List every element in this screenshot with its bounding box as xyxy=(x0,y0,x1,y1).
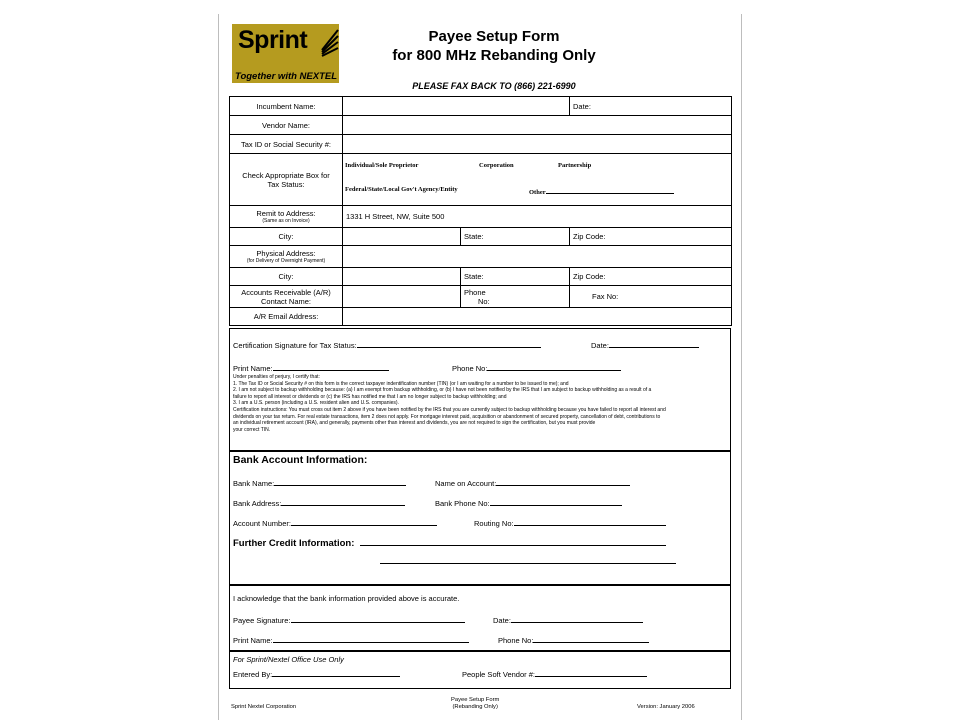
cert-line: 2. I am not subject to backup withholding because: (a) I am exempt from backup withholding, or (b) I have not been notified by the IRS that I am subject to backup withholding as a result of a xyxy=(233,387,652,394)
bank-phone-field[interactable] xyxy=(435,498,622,508)
sprint-nextel-logo xyxy=(232,24,339,82)
fax-no-label: Fax No: xyxy=(592,292,619,301)
form-page xyxy=(218,14,742,720)
ack-date-label: Date: xyxy=(493,616,511,625)
state-field-2[interactable] xyxy=(461,268,570,286)
cert-phone-field[interactable] xyxy=(452,363,621,373)
cert-line: failure to report all interest or dividends or (c) the IRS has notified me that I am no longer subject to backup withholding; and xyxy=(233,393,507,400)
row-ar-contact xyxy=(230,286,732,308)
row-physical xyxy=(230,246,732,268)
ack-print-name-field[interactable] xyxy=(233,635,469,645)
ar-label-l1: Accounts Receivable (A/R) xyxy=(241,287,331,297)
physical-address-label xyxy=(230,246,343,268)
further-credit-field[interactable] xyxy=(233,538,666,549)
state-field[interactable] xyxy=(461,228,570,246)
zip-field-2[interactable] xyxy=(570,268,732,286)
bank-account-section xyxy=(229,451,731,585)
zip-field[interactable] xyxy=(570,228,732,246)
zip-label: Zip Code: xyxy=(573,232,606,241)
row-ar-email xyxy=(230,308,732,326)
ack-phone-field[interactable] xyxy=(498,635,649,645)
name-on-account-field[interactable] xyxy=(435,478,630,488)
further-credit-line-2[interactable] xyxy=(380,563,676,564)
account-number-label: Account Number: xyxy=(233,519,291,528)
routing-number-label: Routing No: xyxy=(474,519,514,528)
fax-instruction: PLEASE FAX BACK TO (866) 221-6990 xyxy=(412,81,576,91)
row-city-2 xyxy=(230,268,732,286)
cert-date-field[interactable] xyxy=(591,340,699,350)
city-field[interactable] xyxy=(343,228,461,246)
sprint-fan-icon xyxy=(320,28,340,58)
ack-print-name-label: Print Name: xyxy=(233,636,273,645)
ar-email-field[interactable] xyxy=(343,308,732,326)
tax-id-label: Tax ID or Social Security #: xyxy=(230,135,343,154)
cert-line: 1. The Tax ID or Social Security # on this form is the correct taxpayer indentification number (TIN) (or I am waiting for a number to be issued to me); and xyxy=(233,380,569,387)
certification-section xyxy=(229,328,731,451)
cert-print-name-label: Print Name: xyxy=(233,364,273,373)
payee-signature-field[interactable] xyxy=(233,615,465,625)
date-label: Date: xyxy=(573,101,591,111)
phone-label-l1: Phone xyxy=(464,287,486,297)
tax-status-label-l1: Check Appropriate Box for xyxy=(242,170,330,180)
date-field[interactable] xyxy=(570,97,732,116)
row-tax-status xyxy=(230,154,732,206)
remit-address-field[interactable]: 1331 H Street, NW, Suite 500 xyxy=(343,206,732,228)
cert-line: Under penalties of perjury, I certify that: xyxy=(233,374,320,380)
phone-label-l2: No: xyxy=(478,296,490,306)
ack-date-field[interactable] xyxy=(493,615,643,625)
title-line-2: for 800 MHz Rebanding Only xyxy=(392,47,596,64)
acknowledgement-section xyxy=(229,585,731,651)
office-use-heading: For Sprint/Nextel Office Use Only xyxy=(233,655,344,664)
vendor-name-label: Vendor Name: xyxy=(230,116,343,135)
payee-signature-label: Payee Signature: xyxy=(233,616,291,625)
row-city-1 xyxy=(230,228,732,246)
bank-heading: Bank Account Information: xyxy=(233,454,368,466)
office-use-section xyxy=(229,651,731,689)
city-label: City: xyxy=(230,228,343,246)
zip-label-2: Zip Code: xyxy=(573,272,606,281)
payee-info-table xyxy=(229,96,732,326)
tax-status-label xyxy=(230,154,343,206)
ar-fax-field[interactable] xyxy=(570,286,732,308)
acknowledge-text: I acknowledge that the bank information provided above is accurate. xyxy=(233,594,460,603)
state-label: State: xyxy=(464,232,484,241)
footer-company: Sprint Nextel Corporation xyxy=(231,704,297,710)
checkbox-other[interactable]: Other xyxy=(529,186,674,196)
checkbox-corporation[interactable]: Corporation xyxy=(479,162,514,169)
ar-email-label: A/R Email Address: xyxy=(230,308,343,326)
footer-form-name xyxy=(451,697,499,711)
ar-label-l2: Contact Name: xyxy=(260,296,312,306)
account-number-field[interactable] xyxy=(233,518,437,528)
entered-by-field[interactable] xyxy=(233,669,400,679)
remit-label-text: Remit to Address: xyxy=(256,209,316,218)
bank-name-label: Bank Name: xyxy=(233,479,275,488)
cert-print-name-field[interactable] xyxy=(233,363,389,373)
checkbox-partnership[interactable]: Partnership xyxy=(558,162,592,169)
tax-id-field[interactable] xyxy=(343,135,732,154)
name-on-account-label: Name on Account: xyxy=(435,479,497,488)
ar-contact-label xyxy=(230,286,343,308)
checkbox-federal[interactable]: Federal/State/Local Gov't Agency/Entity xyxy=(345,186,458,193)
cert-phone-label: Phone No: xyxy=(452,364,488,373)
bank-name-field[interactable] xyxy=(233,478,406,488)
tax-status-label-l2: Tax Status: xyxy=(267,179,305,189)
checkbox-individual[interactable]: Individual/Sole Proprietor xyxy=(345,162,419,169)
ar-phone-field[interactable] xyxy=(461,286,570,308)
cert-line: your correct TIN. xyxy=(233,426,271,433)
ar-contact-field[interactable] xyxy=(343,286,461,308)
routing-number-field[interactable] xyxy=(474,518,666,528)
title-line-1: Payee Setup Form xyxy=(428,28,560,45)
footer-form-line-1: Payee Setup Form xyxy=(451,697,500,703)
logo-tagline: Together with NEXTEL xyxy=(232,71,339,83)
bank-phone-label: Bank Phone No: xyxy=(435,499,490,508)
remit-note: (Same as on Invoice) xyxy=(262,218,310,224)
entered-by-label: Entered By: xyxy=(233,670,273,679)
row-remit xyxy=(230,206,732,228)
cert-signature-label: Certification Signature for Tax Status: xyxy=(233,341,357,350)
logo-word: Sprint xyxy=(238,26,308,54)
cert-line: an individual retirement account (IRA), and generally, payments other than interest and dividends, you are not required to sign the certification, but you must provide xyxy=(233,420,596,427)
bank-address-label: Bank Address: xyxy=(233,499,282,508)
physical-label-text: Physical Address: xyxy=(256,249,316,258)
incumbent-name-label: Incumbent Name: xyxy=(230,97,343,116)
people-soft-field[interactable] xyxy=(462,669,647,679)
cert-line: 3. I am a U.S. person (including a U.S. resident alien and U.S. companies). xyxy=(233,400,399,407)
ack-phone-label: Phone No: xyxy=(498,636,534,645)
footer-form-line-2: (Rebanding Only) xyxy=(452,704,498,710)
physical-note: (for Delivery of Overnight Payment) xyxy=(246,258,326,264)
further-credit-label: Further Credit Information: xyxy=(233,538,355,549)
footer-version: Version: January 2006 xyxy=(637,704,695,710)
city-label-2: City: xyxy=(230,268,343,286)
remit-address-label xyxy=(230,206,343,228)
form-title xyxy=(369,27,619,65)
row-incumbent xyxy=(230,97,732,116)
cert-legal-text xyxy=(233,374,728,433)
cert-date-label: Date: xyxy=(591,341,609,350)
cert-line: Certification instructions: You must cross out item 2 above if you have been notified by the IRS that you are currently subject to backup withholding because you have failed to report all interest and xyxy=(233,406,666,413)
tax-status-options xyxy=(343,154,732,206)
city-field-2[interactable] xyxy=(343,268,461,286)
physical-address-field[interactable] xyxy=(343,246,732,268)
cert-line: dividends on your tax return. For real estate transactions, item 2 does not apply. For mortgage interest paid, acquisition or abandonment of secured property, cancellation of debt, contributions to xyxy=(233,413,661,420)
vendor-name-field[interactable] xyxy=(343,116,732,135)
people-soft-label: People Soft Vendor #: xyxy=(462,670,535,679)
incumbent-name-field[interactable] xyxy=(343,97,570,116)
bank-address-field[interactable] xyxy=(233,498,405,508)
row-taxid xyxy=(230,135,732,154)
row-vendor xyxy=(230,116,732,135)
state-label-2: State: xyxy=(464,272,484,281)
cert-signature-field[interactable] xyxy=(233,340,541,350)
